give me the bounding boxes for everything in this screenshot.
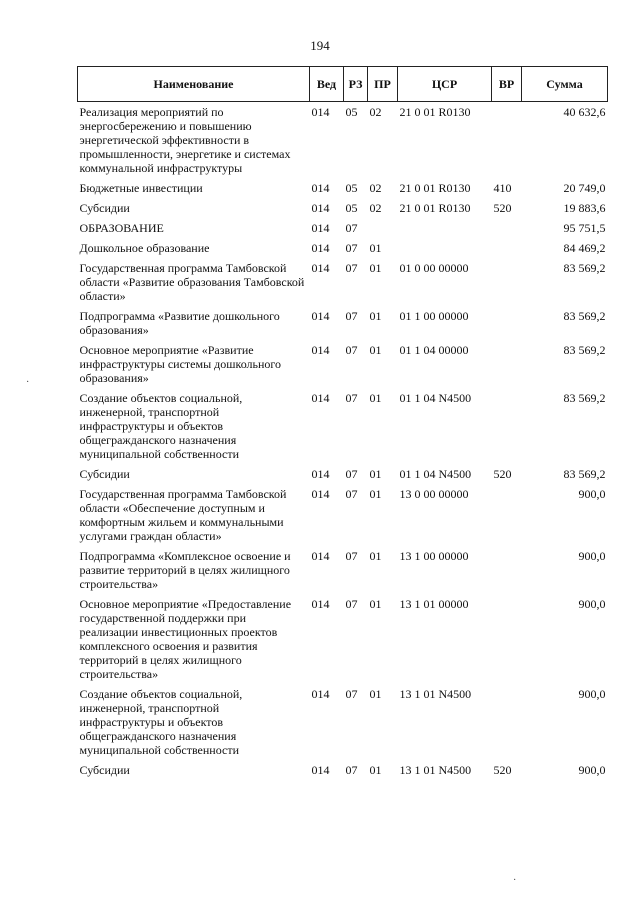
- cell-rz: 07: [345, 687, 358, 701]
- cell-sum: 84 469,2: [563, 241, 606, 255]
- cell-rz: 05: [345, 105, 358, 119]
- table-row: [78, 545, 608, 593]
- cell-rz: 07: [345, 343, 358, 357]
- table-row: [78, 339, 608, 387]
- cell-rz: 07: [345, 261, 358, 275]
- cell-ved: 014: [311, 597, 330, 611]
- cell-ved: 014: [311, 763, 330, 777]
- cell-name: Субсидии: [79, 467, 130, 481]
- header-vr: ВР: [492, 67, 522, 102]
- cell-sum: 900,0: [578, 597, 606, 611]
- cell-ved: 014: [311, 241, 330, 255]
- cell-csr: 01 1 00 00000: [399, 309, 469, 323]
- header-sum: Сумма: [522, 67, 608, 102]
- cell-csr: 13 0 00 00000: [399, 487, 469, 501]
- cell-vr: [492, 387, 522, 463]
- table-row: [78, 387, 608, 463]
- cell-vr: 520: [493, 467, 512, 481]
- budget-table: [77, 66, 608, 779]
- cell-vr: [492, 339, 522, 387]
- cell-csr: [398, 217, 492, 237]
- cell-sum: 20 749,0: [563, 181, 606, 195]
- cell-vr: 520: [493, 201, 512, 215]
- cell-ved: 014: [311, 181, 330, 195]
- cell-vr: 520: [493, 763, 512, 777]
- cell-rz: 07: [345, 467, 358, 481]
- table-header-row: [78, 67, 608, 102]
- cell-ved: 014: [311, 343, 330, 357]
- cell-sum: 83 569,2: [563, 391, 606, 405]
- cell-pr: 01: [369, 597, 382, 611]
- cell-vr: [492, 545, 522, 593]
- table-row: [78, 197, 608, 217]
- cell-ved: 014: [311, 687, 330, 701]
- cell-sum: 40 632,6: [563, 105, 606, 119]
- header-pr: ПР: [368, 67, 398, 102]
- cell-rz: 07: [345, 241, 358, 255]
- cell-name: Государственная программа Тамбовской области «Развитие образования Тамбовской области»: [79, 261, 305, 303]
- cell-pr: 01: [369, 309, 382, 323]
- cell-rz: 07: [345, 597, 358, 611]
- table-row: [78, 593, 608, 683]
- cell-pr: 01: [369, 261, 382, 275]
- cell-pr: 01: [369, 343, 382, 357]
- table-row: [78, 177, 608, 197]
- cell-sum: 900,0: [578, 687, 606, 701]
- cell-name: Субсидии: [79, 763, 130, 777]
- cell-name: Создание объектов социальной, инженерной, транспортной инфраструктуры и объектов общегражданского назначения муниципальной собственности: [79, 687, 243, 757]
- cell-sum: 900,0: [578, 549, 606, 563]
- cell-rz: 07: [345, 221, 358, 235]
- cell-vr: 410: [493, 181, 512, 195]
- cell-csr: 13 1 01 00000: [399, 597, 469, 611]
- cell-ved: 014: [311, 221, 330, 235]
- table-row: [78, 483, 608, 545]
- cell-vr: [492, 217, 522, 237]
- cell-ved: 014: [311, 467, 330, 481]
- cell-rz: 07: [345, 391, 358, 405]
- cell-ved: 014: [311, 309, 330, 323]
- cell-sum: 900,0: [578, 763, 606, 777]
- cell-vr: [492, 305, 522, 339]
- cell-ved: 014: [311, 105, 330, 119]
- cell-sum: 19 883,6: [563, 201, 606, 215]
- cell-sum: 83 569,2: [563, 309, 606, 323]
- scan-mark: ·: [513, 875, 517, 886]
- cell-ved: 014: [311, 261, 330, 275]
- cell-csr: 13 1 01 N4500: [399, 763, 472, 777]
- cell-sum: 83 569,2: [563, 343, 606, 357]
- table-row: [78, 463, 608, 483]
- cell-pr: 01: [369, 763, 382, 777]
- cell-ved: 014: [311, 201, 330, 215]
- cell-name: Дошкольное образование: [79, 241, 210, 255]
- cell-vr: [492, 593, 522, 683]
- cell-name: ОБРАЗОВАНИЕ: [79, 221, 164, 235]
- cell-rz: 07: [345, 763, 358, 777]
- cell-sum: 95 751,5: [563, 221, 606, 235]
- table-row: [78, 759, 608, 779]
- cell-sum: 83 569,2: [563, 467, 606, 481]
- cell-csr: 13 1 00 00000: [399, 549, 469, 563]
- table-body: [78, 102, 608, 780]
- cell-name: Государственная программа Тамбовской области «Обеспечение доступным и комфортным жильем и коммунальными услугами граждан области»: [79, 487, 287, 543]
- cell-ved: 014: [311, 391, 330, 405]
- cell-name: Основное мероприятие «Предоставление государственной поддержки при реализации инвестиционных проектов комплексного освоения и развития территорий в целях жилищного строительства»: [79, 597, 292, 681]
- cell-csr: 21 0 01 R0130: [399, 181, 471, 195]
- cell-pr: 01: [369, 487, 382, 501]
- cell-vr: [492, 683, 522, 759]
- table-row: [78, 217, 608, 237]
- cell-name: Основное мероприятие «Развитие инфраструктуры системы дошкольного образования»: [79, 343, 282, 385]
- cell-csr: [398, 237, 492, 257]
- cell-pr: 01: [369, 687, 382, 701]
- cell-name: Реализация мероприятий по энергосбережению и повышению энергетической эффективности в промышленности, энергетике и системах коммунальной инфраструктуры: [79, 105, 291, 175]
- cell-pr: 01: [369, 467, 382, 481]
- cell-ved: 014: [311, 549, 330, 563]
- cell-name: Подпрограмма «Развитие дошкольного образования»: [79, 309, 280, 337]
- cell-csr: 21 0 01 R0130: [399, 201, 471, 215]
- header-ved: Вед: [310, 67, 344, 102]
- table-row: [78, 237, 608, 257]
- cell-name: Субсидии: [79, 201, 130, 215]
- cell-rz: 05: [345, 201, 358, 215]
- cell-csr: 01 1 04 00000: [399, 343, 469, 357]
- cell-vr: [492, 483, 522, 545]
- table-row: [78, 305, 608, 339]
- cell-rz: 07: [345, 549, 358, 563]
- cell-pr: 02: [369, 105, 382, 119]
- cell-name: Бюджетные инвестиции: [79, 181, 203, 195]
- cell-pr: 02: [369, 181, 382, 195]
- table-row: [78, 257, 608, 305]
- cell-pr: [368, 217, 398, 237]
- cell-csr: 01 1 04 N4500: [399, 391, 472, 405]
- cell-sum: 900,0: [578, 487, 606, 501]
- header-rz: РЗ: [344, 67, 368, 102]
- cell-vr: [492, 102, 522, 178]
- cell-sum: 83 569,2: [563, 261, 606, 275]
- table-row: [78, 102, 608, 178]
- page-number: 194: [310, 38, 330, 53]
- cell-pr: 02: [369, 201, 382, 215]
- cell-ved: 014: [311, 487, 330, 501]
- cell-rz: 07: [345, 487, 358, 501]
- cell-name: Создание объектов социальной, инженерной, транспортной инфраструктуры и объектов общегражданского назначения муниципальной собственности: [79, 391, 243, 461]
- cell-vr: [492, 237, 522, 257]
- cell-csr: 01 1 04 N4500: [399, 467, 472, 481]
- table-row: [78, 683, 608, 759]
- cell-rz: 07: [345, 309, 358, 323]
- cell-csr: 01 0 00 00000: [399, 261, 469, 275]
- cell-pr: 01: [369, 549, 382, 563]
- scan-mark: ·: [26, 377, 30, 388]
- cell-pr: 01: [369, 391, 382, 405]
- cell-csr: 13 1 01 N4500: [399, 687, 472, 701]
- header-csr: ЦСР: [398, 67, 492, 102]
- cell-vr: [492, 257, 522, 305]
- cell-name: Подпрограмма «Комплексное освоение и развитие территорий в целях жилищного строительства»: [79, 549, 291, 591]
- header-name: Наименование: [78, 67, 310, 102]
- cell-pr: 01: [369, 241, 382, 255]
- cell-rz: 05: [345, 181, 358, 195]
- cell-csr: 21 0 01 R0130: [399, 105, 471, 119]
